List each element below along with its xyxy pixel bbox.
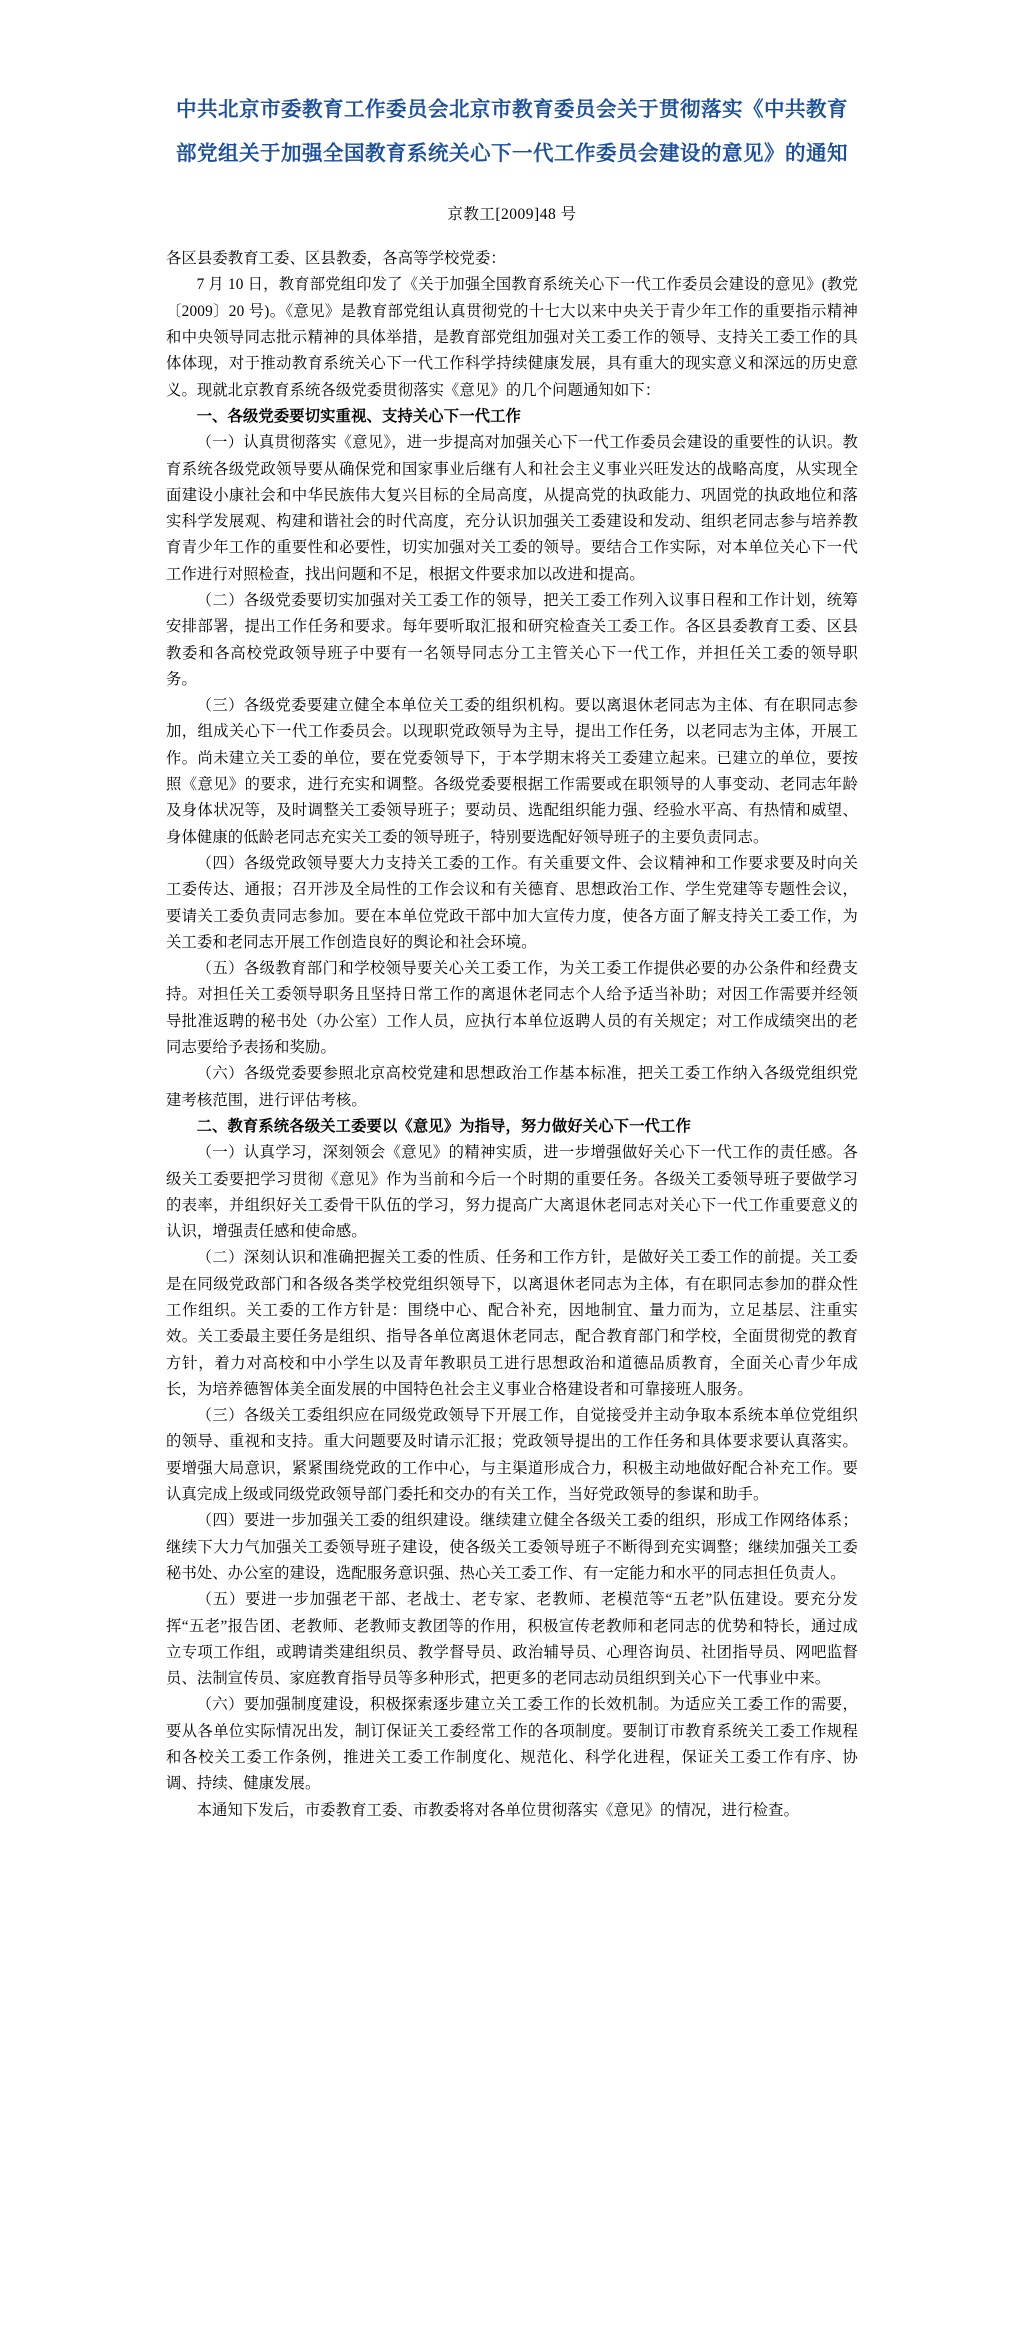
paragraph-2-1: （一）认真学习，深刻领会《意见》的精神实质，进一步增强做好关心下一代工作的责任感。各级关工委要把学习贯彻《意见》作为当前和今后一个时期的重要任务。各级关工委领导班子要做学习的表率，并组织好关工委骨干队伍的学习，努力提高广大离退休老同志对关心下一代工作重要意义的认识，增强责任感和使命感。 [166, 1144, 858, 1241]
paragraph-1-4: （四）各级党政领导要大力支持关工委的工作。有关重要文件、会议精神和工作要求要及时向关工委传达、通报；召开涉及全局性的工作会议和有关德育、思想政治工作、学生党建等专题性会议，要请关工委负责同志参加。要在本单位党政干部中加大宣传力度，使各方面了解支持关工委工作，为关工委和老同志开展工作创造良好的舆论和社会环境。 [166, 854, 858, 951]
page-title: 中共北京市委教育工作委员会北京市教育委员会关于贯彻落实《中共教育部党组关于加强全国教育系统关心下一代工作委员会建设的意见》的通知 [176, 99, 848, 166]
paragraph-intro: 7 月 10 日，教育部党组印发了《关于加强全国教育系统关心下一代工作委员会建设的意见》(教党〔2009〕20 号)。《意见》是教育部党组认真贯彻党的十七大以来中央关于青少年工作的重要指示精神和中央领导同志批示精神的具体举措，是教育部党组加强对关工委工作的领导、支持关工委工作的具体体现，对于推动教育系统关心下一代工作科学持续健康发展，具有重大的现实意义和深远的历史意义。现就北京教育系统各级党委贯彻落实《意见》的几个问题通知如下： [166, 276, 858, 399]
paragraph-1-2: （二）各级党委要切实加强对关工委工作的领导，把关工委工作列入议事日程和工作计划，统筹安排部署，提出工作任务和要求。每年要听取汇报和研究检查关工委工作。各区县委教育工委、区县教委和各高校党政领导班子中要有一名领导同志分工主管关心下一代工作，并担任关工委的领导职务。 [166, 591, 858, 688]
paragraph-2-5: （五）要进一步加强老干部、老战士、老专家、老教师、老模范等“五老”队伍建设。要充分发挥“五老”报告团、老教师、老教师支教团等的作用，积极宣传老教师和老同志的优势和特长，通过成立专项工作组，或聘请类建组织员、教学督导员、政治辅导员、心理咨询员、社团指导员、网吧监督员、法制宣传员、家庭教育指导员等多种形式，把更多的老同志动员组织到关心下一代事业中来。 [166, 1591, 858, 1688]
document-number: 京教工[2009]48 号 [447, 206, 577, 224]
paragraph-1-6: （六）各级党委要参照北京高校党建和思想政治工作基本标准，把关工委工作纳入各级党组织党建考核范围，进行评估考核。 [166, 1065, 858, 1109]
paragraph-2-4: （四）要进一步加强关工委的组织建设。继续建立健全各级关工委的组织，形成工作网络体系；继续下大力气加强关工委领导班子建设，使各级关工委领导班子不断得到充实调整；继续加强关工委秘书处、办公室的建设，选配服务意识强、热心关工委工作、有一定能力和水平的同志担任负责人。 [166, 1512, 858, 1582]
paragraph-2-2: （二）深刻认识和准确把握关工委的性质、任务和工作方针，是做好关工委工作的前提。关工委是在同级党政部门和各级各类学校党组织领导下，以离退休老同志为主体，有在职同志参加的群众性工作组织。关工委的工作方针是：围绕中心、配合补充，因地制宜、量力而为，立足基层、注重实效。关工委最主要任务是组织、指导各单位离退休老同志，配合教育部门和学校，全面贯彻党的教育方针，着力对高校和中小学生以及青年教职员工进行思想政治和道德品质教育，全面关心青少年成长，为培养德智体美全面发展的中国特色社会主义事业合格建设者和可靠接班人服务。 [166, 1249, 858, 1398]
paragraph-1-5: （五）各级教育部门和学校领导要关心关工委工作，为关工委工作提供必要的办公条件和经费支持。对担任关工委领导职务且坚持日常工作的离退休老同志个人给予适当补助；对因工作需要并经领导批准返聘的秘书处（办公室）工作人员，应执行本单位返聘人员的有关规定；对工作成绩突出的老同志要给予表扬和奖励。 [166, 960, 858, 1057]
paragraph-1-3: （三）各级党委要建立健全本单位关工委的组织机构。要以离退休老同志为主体、有在职同志参加，组成关心下一代工作委员会。以现职党政领导为主导，提出工作任务，以老同志为主体，开展工作。尚未建立关工委的单位，要在党委领导下，于本学期末将关工委建立起来。已建立的单位，要按照《意见》的要求，进行充实和调整。各级党委要根据工作需要或在职领导的人事变动、老同志年龄及身体状况等，及时调整关工委领导班子；要动员、选配组织能力强、经验水平高、有热情和威望、身体健康的低龄老同志充实关工委的领导班子，特别要选配好领导班子的主要负责同志。 [166, 697, 858, 846]
paragraph-closing: 本通知下发后，市委教育工委、市教委将对各单位贯彻落实《意见》的情况，进行检查。 [196, 1801, 800, 1819]
paragraph-1-1: （一）认真贯彻落实《意见》，进一步提高对加强关心下一代工作委员会建设的重要性的认识。教育系统各级党政领导要从确保党和国家事业后继有人和社会主义事业兴旺发达的战略高度，从实现全面建设小康社会和中华民族伟大复兴目标的全局高度，从提高党的执政能力、巩固党的执政地位和落实科学发展观、构建和谐社会的时代高度，充分认识加强关工委建设和发动、组织老同志参与培养教育青少年工作的重要性和必要性，切实加强对关工委的领导。要结合工作实际，对本单位关心下一代工作进行对照检查，找出问题和不足，根据文件要求加以改进和提高。 [166, 434, 858, 583]
paragraph-addressee: 各区县委教育工委、区县教委，各高等学校党委： [166, 250, 506, 268]
section-heading-two: 二、教育系统各级关工委要以《意见》为指导，努力做好关心下一代工作 [196, 1117, 691, 1135]
section-heading-one: 一、各级党委要切实重视、支持关心下一代工作 [196, 407, 521, 425]
paragraph-2-3: （三）各级关工委组织应在同级党政领导下开展工作，自觉接受并主动争取本系统本单位党组织的领导、重视和支持。重大问题要及时请示汇报；党政领导提出的工作任务和具体要求要认真落实。要增强大局意识，紧紧围绕党政的工作中心，与主渠道形成合力，积极主动地做好配合补充工作。要认真完成上级或同级党政领导部门委托和交办的有关工作，当好党政领导的参谋和助手。 [166, 1407, 858, 1504]
document-body [166, 246, 858, 1824]
paragraph-2-6: （六）要加强制度建设，积极探索逐步建立关工委工作的长效机制。为适应关工委工作的需要，要从各单位实际情况出发，制订保证关工委经常工作的各项制度。要制订市教育系统关工委工作规程和各校关工委工作条例，推进关工委工作制度化、规范化、科学化进程，保证关工委工作有序、协调、持续、健康发展。 [166, 1696, 858, 1793]
